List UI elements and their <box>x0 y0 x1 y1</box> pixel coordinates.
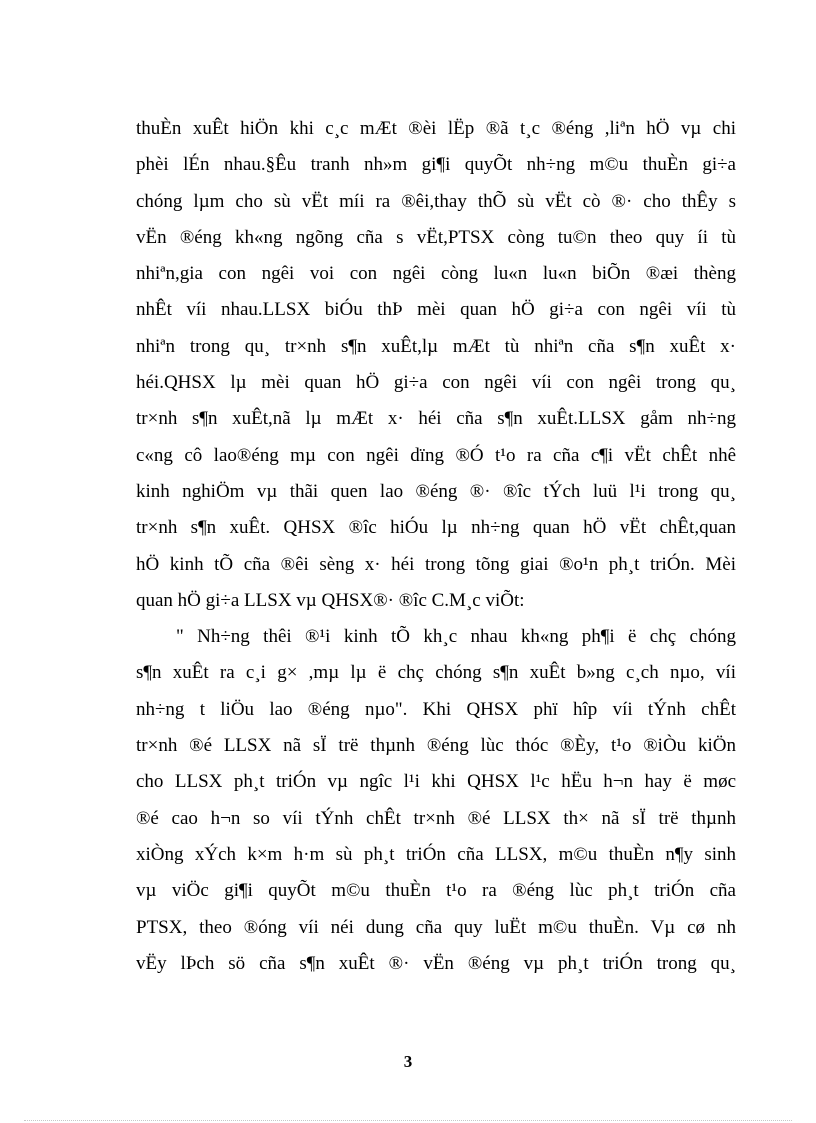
text-line: s¶n xuÊt ra c¸i g× ,mµ lµ ë chç chóng s¶n xuÊt b»ng c¸ch nµo, víi <box>136 662 736 684</box>
text-line: quan hÖ gi÷a LLSX vµ QHSX®· ®îc C.M¸c viÕt: <box>136 589 525 611</box>
text-line: vËn ®éng kh«ng ngõng cña s vËt,PTSX còng tu©n theo quy íi tù <box>136 226 736 248</box>
text-line: nhÊt víi nhau.LLSX biÓu thÞ mèi quan hÖ gi÷a con ngêi víi tù <box>136 299 736 321</box>
text-line: kinh nghiÖm vµ thãi quen lao ®éng ®· ®îc tÝch luü l¹i trong qu¸ <box>136 480 736 502</box>
paragraph-1 <box>136 111 736 619</box>
text-line: ®é cao h¬n so víi tÝnh chÊt tr×nh ®é LLSX th× nã sÏ trë thµnh <box>136 807 736 829</box>
text-line: vËy lÞch sö cña s¶n xuÊt ®· vËn ®éng vµ ph¸t triÓn trong qu¸ <box>136 952 736 974</box>
page-number: 3 <box>403 1052 413 1071</box>
text-line: chóng lµm cho sù vËt míi ra ®êi,thay thÕ sù vËt cò ®· cho thÊy s <box>136 190 736 212</box>
paragraph-2 <box>136 619 736 982</box>
text-line: thuÈn xuÊt hiÖn khi c¸c mÆt ®èi lËp ®ã t¸c ®éng ,liªn hÖ vµ chi <box>136 118 736 139</box>
page-bottom-divider <box>24 1120 792 1121</box>
text-line: tr×nh ®é LLSX nã sÏ trë thµnh ®éng lùc thóc ®Èy, t¹o ®iÒu kiÖn <box>136 735 736 757</box>
text-line: tr×nh s¶n xuÊt. QHSX ®îc hiÓu lµ nh÷ng quan hÖ vËt chÊt,quan <box>136 517 736 539</box>
text-line: nh÷ng t liÖu lao ®éng nµo". Khi QHSX phï hîp víi tÝnh chÊt <box>136 698 736 720</box>
text-line: PTSX, theo ®óng víi néi dung cña quy luËt m©u thuÈn. Vµ cø nh <box>136 916 736 938</box>
text-line: hÖ kinh tÕ cña ®êi sèng x· héi trong tõng giai ®o¹n ph¸t triÓn. Mèi <box>136 553 736 575</box>
text-line: héi.QHSX lµ mèi quan hÖ gi÷a con ngêi víi con ngêi trong qu¸ <box>136 372 736 394</box>
text-line: xiÒng xÝch k×m h·m sù ph¸t triÓn cña LLSX, m©u thuÈn n¶y sinh <box>136 843 736 865</box>
text-line: tr×nh s¶n xuÊt,nã lµ mÆt x· héi cña s¶n xuÊt.LLSX gåm nh÷ng <box>136 408 736 430</box>
text-line: nhiªn trong qu¸ tr×nh s¶n xuÊt,lµ mÆt tù nhiªn cña s¶n xuÊt x· <box>136 335 736 357</box>
text-line: cho LLSX ph¸t triÓn vµ ngîc l¹i khi QHSX l¹c hËu h¬n hay ë møc <box>136 771 736 793</box>
text-line: " Nh÷ng thêi ®¹i kinh tÕ kh¸c nhau kh«ng ph¶i ë chç chóng <box>176 626 736 648</box>
text-line: c«ng cô lao®éng mµ con ngêi dïng ®Ó t¹o ra cña c¶i vËt chÊt nhê <box>136 444 736 466</box>
body-text <box>136 111 736 982</box>
text-line: vµ viÖc gi¶i quyÕt m©u thuÈn t¹o ra ®éng lùc ph¸t triÓn cña <box>136 880 736 902</box>
text-line: phèi lÉn nhau.§Êu tranh nh»m gi¶i quyÕt nh÷ng m©u thuÈn gi÷a <box>136 154 736 176</box>
text-line: nhiªn,gia con ngêi voi con ngêi còng lu«n lu«n biÕn ®æi thèng <box>136 263 736 285</box>
